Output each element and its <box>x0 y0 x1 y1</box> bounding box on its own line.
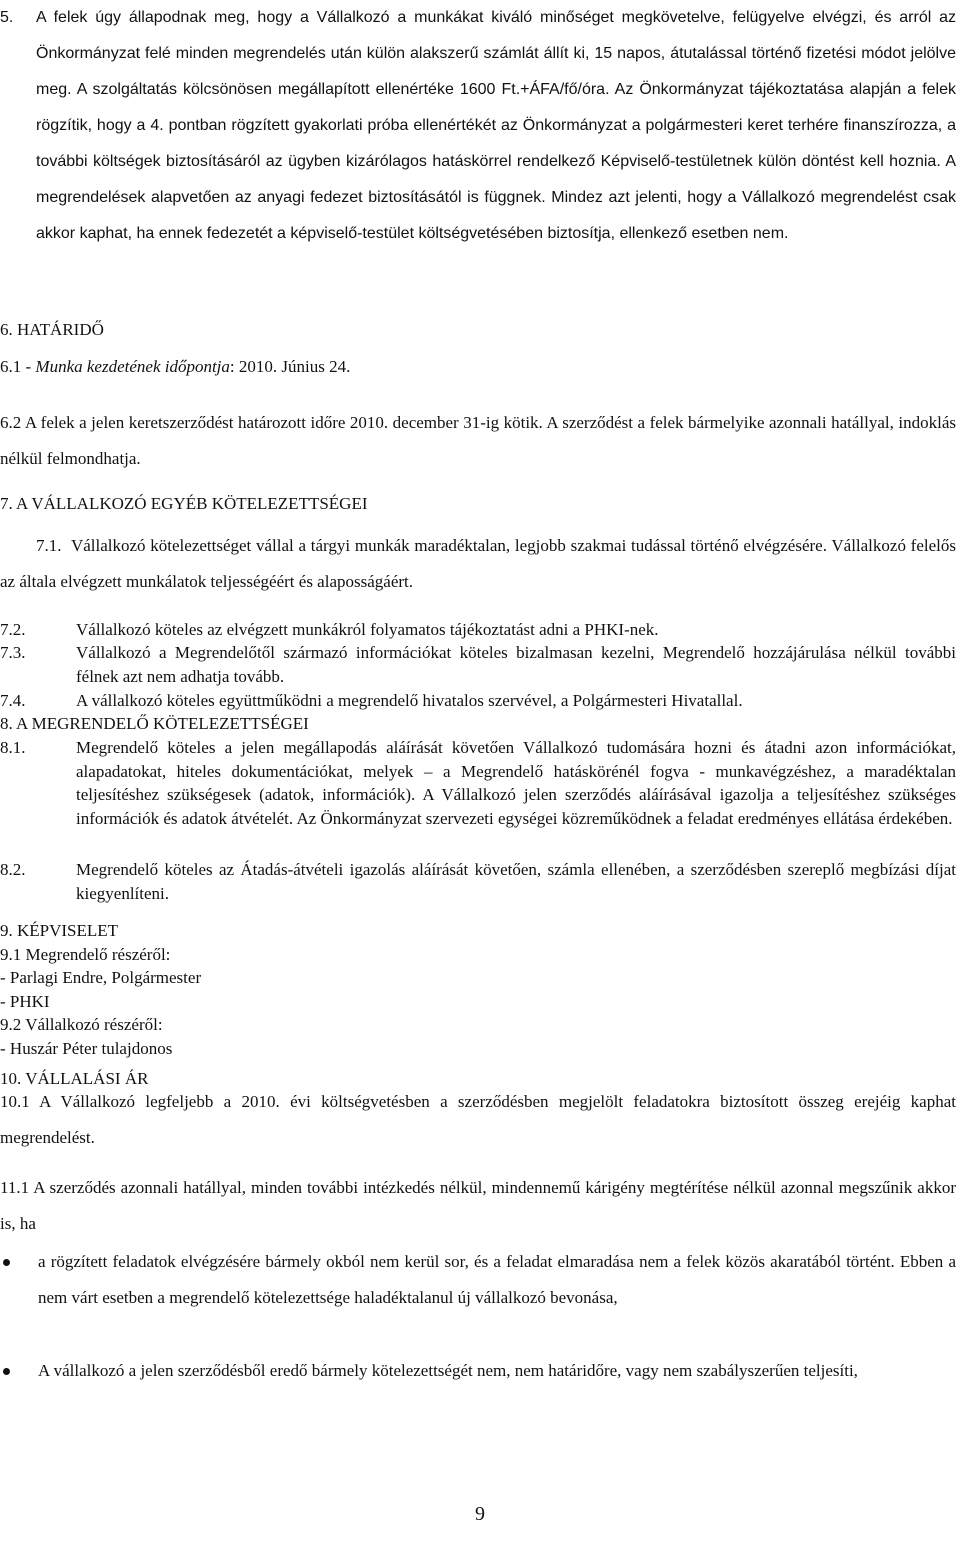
section-6-1-label: Munka kezdetének időpontja <box>35 357 230 376</box>
list-item-text: A vállalkozó a jelen szerződésből eredő bármely kötelezettségét nem, nem határidőre, vagy nem szabályszerűen teljesíti, <box>38 1361 858 1380</box>
section-5-text: A felek úgy állapodnak meg, hogy a Vállalkozó a munkákat kiváló minőséget megkövetelve, felügyelve elvégzi, és arról az Önkormányzat felé minden megrendelés után külön alakszerű számlát állít ki, 15 napos, átutalással történő fizetési módot jelölve meg. A szolgáltatás kölcsönösen megállapított ellenértéke 1600 Ft.+ÁFA/fő/óra. Az Önkormányzat tájékoztatása alapján a felek rögzítik, hogy a 4. pontban rögzített gyakorlati próba ellenértékét az Önkormányzat a polgármesteri keret terhére finanszírozza, a további költségek biztosításáról az ügyben kizárólagos hatáskörrel rendelkező Képviselő-testületnek külön döntést kell hoznia. A megrendelések alapvetően az anyagi fedezet biztosításától is függnek. Mindez azt jelenti, hogy a Vállalkozó megrendelést csak akkor kaphat, ha ennek fedezetét a képviselő-testület költségvetésében biztosítja, ellenkező esetben nem. <box>36 9 956 242</box>
section-7-3-number: 7.3. <box>0 643 26 662</box>
section-7-heading: 7. A VÁLLALKOZÓ EGYÉB KÖTELEZETTSÉGEI <box>0 494 368 513</box>
section-7-1-number: 7.1. <box>36 536 62 555</box>
section-7-3-text: Vállalkozó a Megrendelőtől származó információkat köteles bizalmasan kezelni, Megrendelő hozzájárulása nélkül további félnek azt nem adhatja tovább. <box>76 643 956 686</box>
section-8-2-number: 8.2. <box>0 860 26 879</box>
section-8-1-number: 8.1. <box>0 738 26 757</box>
section-7-2-number: 7.2. <box>0 620 26 639</box>
list-item-text: a rögzített feladatok elvégzésére bármely okból nem kerül sor, és a feladat elmaradása nem a felek közös akaratából történt. Ebben a nem várt esetben a megrendelő kötelezettsége haladéktalanul új vállalkozó bevonása, <box>38 1252 956 1307</box>
bullet-icon <box>3 1368 10 1375</box>
section-7-1-text: Vállalkozó kötelezettséget vállal a tárgyi munkák maradéktalan, legjobb szakmai tudással történő elvégzésére. Vállalkozó felelős az általa elvégzett munkálatok teljességéért és alaposságáért. <box>0 536 956 591</box>
section-10-heading: 10. VÁLLALÁSI ÁR <box>0 1069 149 1088</box>
section-9-1: 9.1 Megrendelő részéről: <box>0 944 171 964</box>
section-6-heading: 6. HATÁRIDŐ <box>0 320 104 339</box>
section-8-1-text: Megrendelő köteles a jelen megállapodás aláírását követően Vállalkozó tudomására hozni és átadni azon információkat, alapadatokat, hiteles dokumentációkat, melyek – a Megrendelő hatáskörénél fogva - munkavégzéshez, a maradéktalan teljesítéshez szükségesek (adatok, információk). A Vállalkozó jelen szerződés aláírásával igazolja a teljesítéshez szükséges információk és adatok átvételét. Az Önkormányzat szervezeti egységei közreműködnek a feladat eredményes ellátása érdekében. <box>76 738 956 828</box>
bullet-icon <box>3 1259 10 1266</box>
section-9-2: 9.2 Vállalkozó részéről: <box>0 1015 163 1034</box>
section-7-4-number: 7.4. <box>0 691 26 710</box>
section-9 <box>0 919 956 1060</box>
section-6-1-prefix: 6.1 - <box>0 357 32 376</box>
section-10-1: 10.1 A Vállalkozó legfeljebb a 2010. évi költségvetésben a szerződésben megjelölt feladatokra biztosított összeg erejéig kaphat megrendelést. <box>0 1092 956 1147</box>
section-8-heading: 8. A MEGRENDELŐ KÖTELEZETTSÉGEI <box>0 714 309 733</box>
section-7-2-text: Vállalkozó köteles az elvégzett munkákról folyamatos tájékoztatást adni a PHKI-nek. <box>76 620 659 639</box>
section-8-2-text: Megrendelő köteles az Átadás-átvételi igazolás aláírását követően, számla ellenében, a szerződésben szereplő megbízási díjat kiegyenlíteni. <box>76 860 956 903</box>
page-number: 9 <box>475 1503 485 1525</box>
section-6-1 <box>0 357 350 377</box>
section-6-2: 6.2 A felek a jelen keretszerződést határozott időre 2010. december 31-ig kötik. A szerződést a felek bármelyike azonnali hatállyal, indoklás nélkül felmondhatja. <box>0 413 956 468</box>
section-6-1-value: : 2010. Június 24. <box>229 357 351 376</box>
section-9-line-1: - Parlagi Endre, Polgármester <box>0 968 202 987</box>
section-9-line-2: - PHKI <box>0 991 50 1011</box>
section-11-1: 11.1 A szerződés azonnali hatállyal, minden további intézkedés nélkül, mindennemű kárigény megtérítése nélkül azonnal megszűnik akkor is, ha <box>0 1178 956 1233</box>
section-7-1 <box>0 528 956 600</box>
section-7-4-text: A vállalkozó köteles együttműködni a megrendelő hivatalos szervével, a Polgármesteri Hivatallal. <box>76 691 743 710</box>
section-9-line-3: - Huszár Péter tulajdonos <box>0 1038 173 1058</box>
section-9-heading: 9. KÉPVISELET <box>0 921 119 940</box>
section-5-number: 5. <box>0 9 14 26</box>
